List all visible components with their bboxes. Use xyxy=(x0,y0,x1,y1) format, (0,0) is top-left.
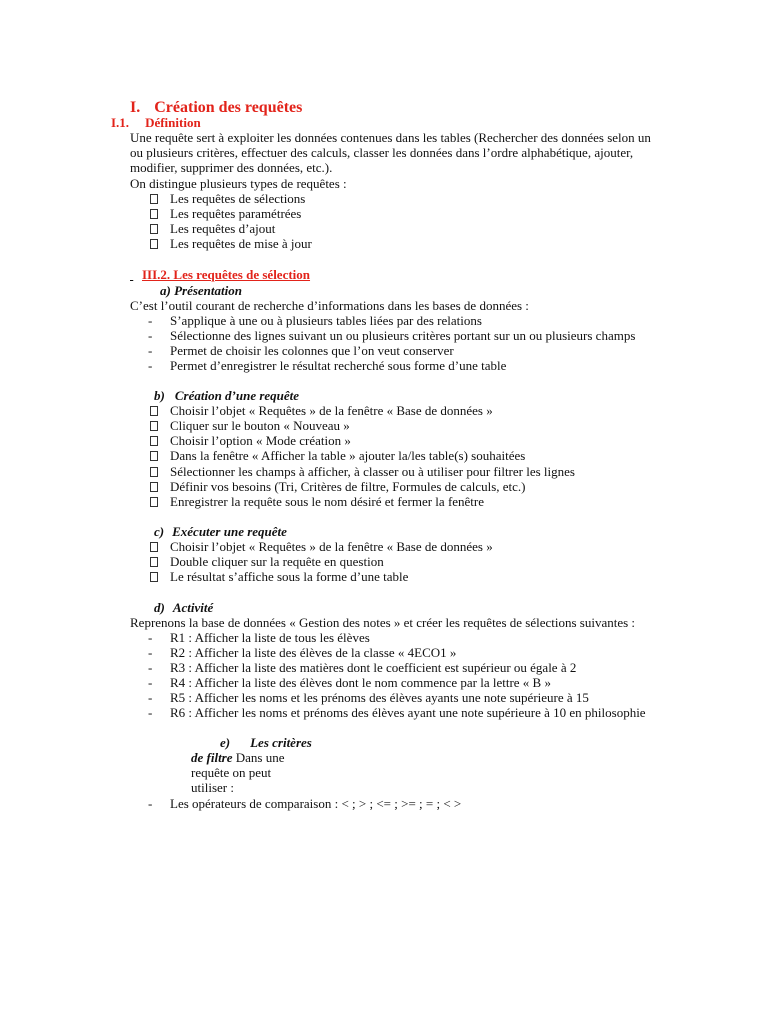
list-item: - R1 : Afficher la liste de tous les élèves xyxy=(148,630,370,645)
criteria-text: requête on peut xyxy=(191,765,272,780)
list-item: Les requêtes paramétrées xyxy=(150,206,301,221)
criteria-heading: e) Les critères xyxy=(220,735,312,750)
creation-heading: b) Création d’une requête xyxy=(154,388,300,403)
list-item: Cliquer sur le bouton « Nouveau » xyxy=(150,418,350,433)
list-item: - R5 : Afficher les noms et les prénoms des élèves ayants une note supérieure à 15 xyxy=(148,690,589,705)
checkbox-bullet-icon xyxy=(150,239,158,249)
checkbox-bullet-icon xyxy=(150,406,158,416)
checkbox-bullet-icon xyxy=(150,572,158,582)
checkbox-bullet-icon xyxy=(150,467,158,477)
definition-line: ou plusieurs critères, effectuer des calculs, classer les données dans l’ordre alphabétique, ajouter, xyxy=(130,145,634,160)
presentation-intro: C’est l’outil courant de recherche d’informations dans les bases de données : xyxy=(130,298,529,313)
checkbox-bullet-icon xyxy=(150,194,158,204)
checkbox-bullet-icon xyxy=(150,209,158,219)
list-item: Les requêtes d’ajout xyxy=(150,221,275,236)
checkbox-bullet-icon xyxy=(150,482,158,492)
list-item: Double cliquer sur la requête en question xyxy=(150,554,384,569)
checkbox-bullet-icon xyxy=(150,436,158,446)
criteria-text: utiliser : xyxy=(191,780,234,795)
checkbox-bullet-icon xyxy=(150,421,158,431)
list-item: - Permet de choisir les colonnes que l’on veut conserver xyxy=(148,343,454,358)
execute-heading: c) Exécuter une requête xyxy=(154,524,287,539)
activity-heading: d) Activité xyxy=(154,600,214,615)
definition-line: modifier, supprimer des données, etc.). xyxy=(130,160,333,175)
checkbox-bullet-icon xyxy=(150,557,158,567)
subsection-selection: III.2. Les requêtes de sélection xyxy=(142,267,311,282)
list-item: - Permet d’enregistrer le résultat recherché sous forme d’une table xyxy=(148,358,507,373)
list-item: - S’applique à une ou à plusieurs tables liées par des relations xyxy=(148,313,482,328)
list-item: Sélectionner les champs à afficher, à classer ou à utiliser pour filtrer les lignes xyxy=(150,464,575,479)
definition-line: Une requête sert à exploiter les données contenues dans les tables (Rechercher des données selon un xyxy=(130,130,651,145)
list-item: Choisir l’option « Mode création » xyxy=(150,433,351,448)
list-item: Le résultat s’affiche sous la forme d’une table xyxy=(150,569,408,584)
list-item: Les requêtes de sélections xyxy=(150,191,305,206)
list-item: Choisir l’objet « Requêtes » de la fenêtre « Base de données » xyxy=(150,539,493,554)
checkbox-bullet-icon xyxy=(150,542,158,552)
list-item: Enregistrer la requête sous le nom désiré et fermer la fenêtre xyxy=(150,494,484,509)
presentation-heading: a) Présentation xyxy=(160,283,242,298)
list-item: - R6 : Afficher les noms et prénoms des élèves ayant une note supérieure à 10 en philosophie xyxy=(148,705,646,720)
subsection-definition: I.1. Définition xyxy=(111,115,201,130)
checkbox-bullet-icon xyxy=(150,451,158,461)
list-item: - Sélectionne des lignes suivant un ou plusieurs critères portant sur un ou plusieurs champs xyxy=(148,328,636,343)
checkbox-bullet-icon xyxy=(150,224,158,234)
list-item: Choisir l’objet « Requêtes » de la fenêtre « Base de données » xyxy=(150,403,493,418)
list-item: Définir vos besoins (Tri, Critères de filtre, Formules de calculs, etc.) xyxy=(150,479,526,494)
criteria-text: de filtre Dans une xyxy=(191,750,285,765)
section-title: I. Création des requêtes xyxy=(130,99,303,116)
checkbox-bullet-icon xyxy=(150,497,158,507)
list-item: - R3 : Afficher la liste des matières dont le coefficient est supérieur ou égale à 2 xyxy=(148,660,577,675)
activity-intro: Reprenons la base de données « Gestion des notes » et créer les requêtes de sélections suivantes : xyxy=(130,615,636,630)
definition-line: On distingue plusieurs types de requêtes : xyxy=(130,176,347,191)
list-item: Les requêtes de mise à jour xyxy=(150,236,312,251)
list-item: - R4 : Afficher la liste des élèves dont le nom commence par la lettre « B » xyxy=(148,675,551,690)
list-item: - R2 : Afficher la liste des élèves de la classe « 4ECO1 » xyxy=(148,645,457,660)
list-item: Dans la fenêtre « Afficher la table » ajouter la/les table(s) souhaitées xyxy=(150,448,525,463)
list-item: - Les opérateurs de comparaison : < ; > ; <= ; >= ; = ; < > xyxy=(148,796,462,811)
